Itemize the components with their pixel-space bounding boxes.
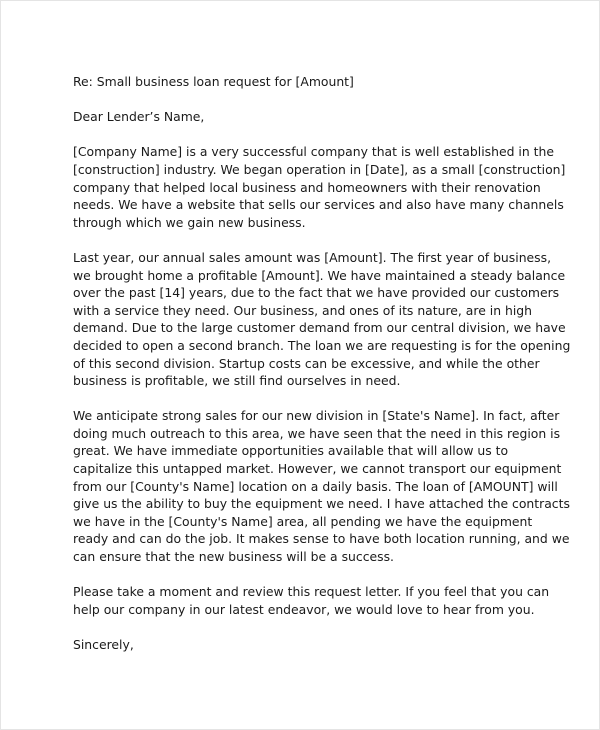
paragraph-line: can ensure that the new business will be a success. — [73, 549, 394, 565]
paragraph-line: we have in the [County's Name] area, all pending we have the equipment — [73, 513, 533, 529]
paragraph-line: company that helped local business and homeowners with their renovation — [73, 179, 541, 195]
letter-salutation: Dear Lender’s Name, — [73, 109, 205, 125]
paragraph-line: from our [County's Name] location on a daily basis. The loan of [AMOUNT] will — [73, 478, 558, 494]
paragraph-line: doing much outreach to this area, we have seen that the need in this region is — [73, 425, 561, 441]
paragraph-company-intro — [73, 143, 573, 231]
paragraph-line: decided to open a second branch. The loan we are requesting is for the opening — [73, 337, 571, 353]
paragraph-line: [construction] industry. We began operation in [Date], as a small [construction] — [73, 161, 566, 177]
paragraph-line: We anticipate strong sales for our new division in [State's Name]. In fact, after — [73, 408, 560, 424]
paragraph-line: demand. Due to the large customer demand from our central division, we have — [73, 320, 566, 336]
paragraph-line: business is profitable, we still find ourselves in need. — [73, 373, 401, 389]
paragraph-line: we brought home a profitable [Amount]. We have maintained a steady balance — [73, 267, 566, 283]
paragraph-request — [73, 583, 573, 618]
paragraph-new-division — [73, 407, 573, 565]
paragraph-line: help our company in our latest endeavor, we would love to hear from you. — [73, 601, 535, 617]
letter-closing: Sincerely, — [73, 637, 134, 652]
paragraph-line: needs. We have a website that sells our services and also have many channels — [73, 197, 564, 213]
paragraph-line: ready and can do the job. It makes sense to have both location running, and we — [73, 531, 570, 547]
paragraph-line: with a service they need. Our business, and ones of its nature, are in high — [73, 302, 533, 318]
paragraph-line: of this second division. Startup costs can be excessive, and while the other — [73, 355, 540, 371]
letter-body — [73, 73, 573, 654]
paragraph-line: great. We have immediate opportunities available that will allow us to — [73, 443, 509, 459]
paragraph-line: give us the ability to buy the equipment we need. I have attached the contracts — [73, 496, 570, 512]
paragraph-sales-history — [73, 249, 573, 390]
paragraph-line: Please take a moment and review this request letter. If you feel that you can — [73, 584, 550, 600]
paragraph-line: over the past [14] years, due to the fact that we have provided our customers — [73, 285, 560, 301]
paragraph-line: through which we gain new business. — [73, 214, 306, 230]
letter-subject: Re: Small business loan request for [Amount] — [73, 74, 354, 89]
paragraph-line: capitalize this untapped market. However, we cannot transport our equipment — [73, 461, 562, 477]
paragraph-line: Last year, our annual sales amount was [Amount]. The first year of business, — [73, 249, 552, 265]
paragraph-line: [Company Name] is a very successful company that is well established in the — [73, 144, 554, 160]
